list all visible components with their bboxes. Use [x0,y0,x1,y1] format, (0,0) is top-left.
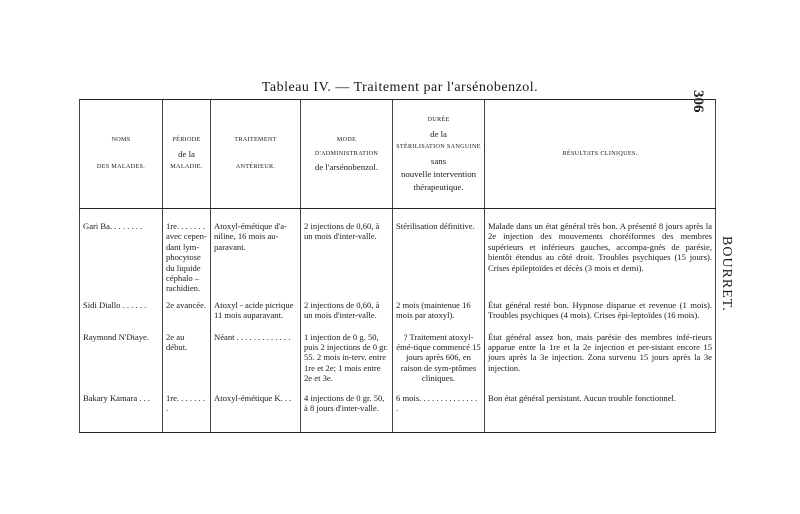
header-mode: MODE D'ADMINISTRATION de l'arsénobenzol. [301,100,393,209]
page-number: 306 [690,90,706,113]
cell-resultats: Bon état général persistant. Aucun trouble fonctionnel. [485,391,716,432]
header-resultats: RÉSULTATS CLINIQUES. [485,100,716,209]
cell-resultats: État général resté bon. Hypnose disparue et revenue (1 mois). Troubles psychiques (4 mois). Crises épi-leptoïdes (16 mois). [485,298,716,330]
header-row [80,100,716,209]
cell-periode: 1re. . . . . . . avec cepen-dant lym-phocytose du liquide céphalo – rachidien. [163,209,211,298]
table-row [80,209,716,298]
cell-resultats: État général assez bon, mais parésie des membres infé-rieurs apparue entre la 1re et la 2e injection et per-sistant encore 15 jours après la 3e injection. Zona survenu 15 jours après la 3e injection. [485,330,716,391]
cell-periode: 1re. . . . . . . . [163,391,211,432]
cell-traitement: Atoxyl-émétique d'a-niline, 16 mois au-paravant. [211,209,301,298]
cell-traitement: Atoxyl-émétique K. . . [211,391,301,432]
cell-duree: 2 mois (maintenue 16 mois par atoxyl). [393,298,485,330]
table-row [80,391,716,432]
cell-nom: Gari Ba. . . . . . . . [80,209,163,298]
table-row [80,330,716,391]
cell-mode: 1 injection de 0 g. 50, puis 2 injections de 0 gr. 55. 2 mois in-terv. entre 1re et 2e; 1 mois entre 2e et 3e. [301,330,393,391]
header-duree: DURÉE de la STÉRILISATION SANGUINE sans nouvelle intervention thérapeutique. [393,100,485,209]
cell-duree: 6 mois. . . . . . . . . . . . . . . [393,391,485,432]
table-row [80,298,716,330]
table-title: Tableau IV. — Traitement par l'arsénobenzol. [261,80,539,95]
cell-traitement: Néant . . . . . . . . . . . . . [211,330,301,391]
cell-mode: 4 injections de 0 gr. 50, à 8 jours d'inter-valle. [301,391,393,432]
cell-nom: Bakary Kamara . . . [80,391,163,432]
cell-mode: 2 injections de 0,60, à un mois d'inter-valle. [301,298,393,330]
running-head: BOURRET. [719,236,734,312]
header-noms: NOMS DES MALADES. [80,100,163,209]
cell-nom: Raymond N'Diaye. [80,330,163,391]
cell-resultats: Malade dans un état général très bon. A présenté 8 jours après la 2e injection des mouvements choréiformes des membres supérieurs et inférieurs gauches, accompa-gnés de parésie, bientôt étendus au côté droit. Troubles psychiques (15 jours). Crises épileptoïdes et décès (3 mois et demi). [485,209,716,298]
cell-nom: Sidi Diallo . . . . . . [80,298,163,330]
cell-periode: 2e au début. [163,330,211,391]
cell-periode: 2e avancée. [163,298,211,330]
header-traitement: TRAITEMENT ANTÉRIEUR. [211,100,301,209]
cell-duree: Stérilisation définitive. [393,209,485,298]
cell-duree: ? Traitement atoxyl-émé-tique commencé 15 jours après 606, en raison de sym-ptômes cliniques. [393,330,485,391]
header-periode: PÉRIODE de la MALADIE. [163,100,211,209]
cell-mode: 2 injections de 0,60, à un mois d'inter-valle. [301,209,393,298]
treatment-table [79,99,716,433]
cell-traitement: Atoxyl - acide picrique 11 mois auparavant. [211,298,301,330]
